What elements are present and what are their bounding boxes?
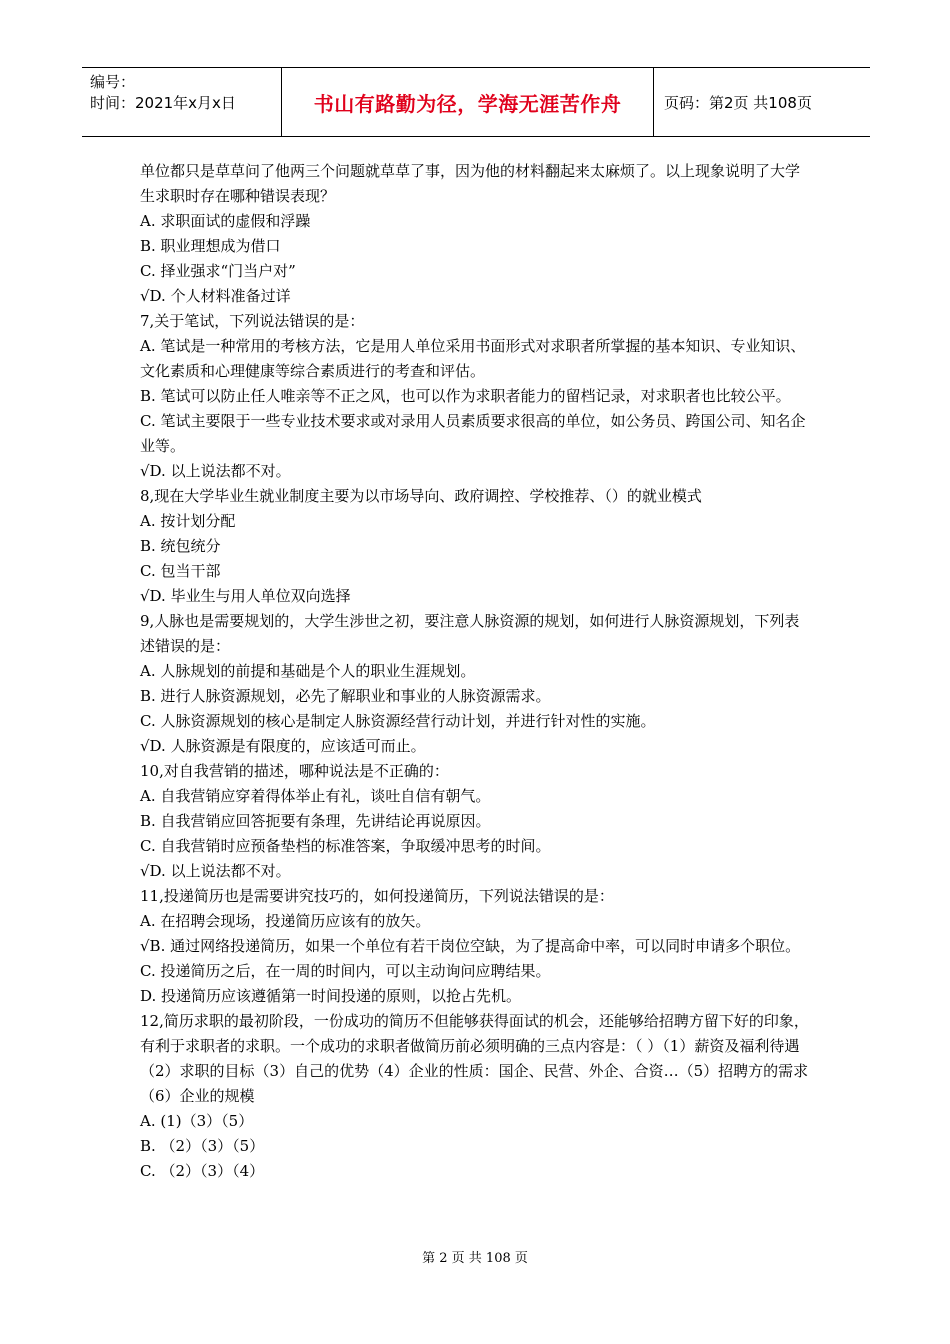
answer-option: B. 自我营销应回答扼要有条理，先讲结论再说原因。 [140,812,491,830]
body-paragraph: 11,投递简历也是需要讲究技巧的，如何投递简历，下列说法错误的是： [140,887,614,905]
document-date-label: 时间：2021年x月x日 [90,94,236,112]
body-paragraph: 单位都只是草草问了他两三个问题就草草了事，因为他的材料翻起来太麻烦了。以上现象说明了大学生求职时存在哪种错误表现？ [140,162,801,205]
answer-option: √D. 毕业生与用人单位双向选择 [140,587,351,605]
document-body [140,159,812,1184]
header-motto: 书山有路勤为径，学海无涯苦作舟 [313,91,622,116]
header-meta [82,68,282,136]
answer-option: B. 统包统分 [140,537,221,555]
page-footer: 第 2 页 共 108 页 [422,1251,528,1266]
answer-option: √D. 人脉资源是有限度的，应该适可而止。 [140,737,426,755]
answer-option: √D. 个人材料准备过详 [140,287,291,305]
answer-option: B. 职业理想成为借口 [140,237,281,255]
header-page-cell [654,68,870,136]
answer-option: A. 按计划分配 [140,512,236,530]
answer-option: √D. 以上说法都不对。 [140,462,291,480]
answer-option: A. 求职面试的虚假和浮躁 [140,212,311,230]
document-number-label: 编号： [90,73,136,91]
answer-option: C. 人脉资源规划的核心是制定人脉资源经营行动计划，并进行针对性的实施。 [140,712,656,730]
answer-option: B. （2）（3）（5） [140,1137,265,1155]
body-paragraph: √B. 通过网络投递简历，如果一个单位有若干岗位空缺，为了提高命中率，可以同时申请多个职位。 [140,937,801,955]
body-paragraph: 7,关于笔试，下列说法错误的是： [140,312,365,330]
answer-option: C. 投递简历之后，在一周的时间内，可以主动询问应聘结果。 [140,962,551,980]
answer-option: √D. 以上说法都不对。 [140,862,291,880]
answer-option: A. 自我营销应穿着得体举止有礼，谈吐自信有朝气。 [140,787,491,805]
body-paragraph: B. 笔试可以防止任人唯亲等不正之风，也可以作为求职者能力的留档记录，对求职者也比较公平。 [140,387,791,405]
answer-option: C. 择业强求“门当户对” [140,262,296,280]
answer-option: A. 人脉规划的前提和基础是个人的职业生涯规划。 [140,662,476,680]
body-paragraph: 9,人脉也是需要规划的，大学生涉世之初，要注意人脉资源的规划，如何进行人脉资源规划，下列表述错误的是： [140,612,800,655]
body-paragraph: A. 笔试是一种常用的考核方法，它是用人单位采用书面形式对求职者所掌握的基本知识、专业知识、文化素质和心理健康等综合素质进行的考查和评估。 [140,337,806,380]
answer-option: A. 在招聘会现场，投递简历应该有的放矢。 [140,912,431,930]
answer-option: D. 投递简历应该遵循第一时间投递的原则，以抢占先机。 [140,987,522,1005]
answer-option: B. 进行人脉资源规划，必先了解职业和事业的人脉资源需求。 [140,687,551,705]
body-paragraph: 8,现在大学毕业生就业制度主要为以市场导向、政府调控、学校推荐、（）的就业模式 [140,487,702,505]
page-header [82,67,870,137]
header-page-label: 页码：第2页 共108页 [664,93,812,112]
answer-option: C. （2）（3）（4） [140,1162,265,1180]
answer-option: C. 包当干部 [140,562,221,580]
answer-option: C. 自我营销时应预备垫档的标准答案，争取缓冲思考的时间。 [140,837,551,855]
body-paragraph: 12,简历求职的最初阶段，一份成功的简历不但能够获得面试的机会，还能够给招聘方留下好的印象，有利于求职者的求职。一个成功的求职者做简历前必须明确的三点内容是：（ ）（1）薪资及福利待遇（2）求职的目标（3）自己的优势（4）企业的性质：国企、民营、外企、合资…（5）招聘方的需求（6）企业的规模 [140,1012,809,1105]
body-paragraph: 10,对自我营销的描述，哪种说法是不正确的： [140,762,449,780]
header-motto-cell [282,68,654,136]
answer-option: A. (1)（3）（5） [140,1112,254,1130]
body-paragraph: C. 笔试主要限于一些专业技术要求或对录用人员素质要求很高的单位，如公务员、跨国公司、知名企业等。 [140,412,806,455]
